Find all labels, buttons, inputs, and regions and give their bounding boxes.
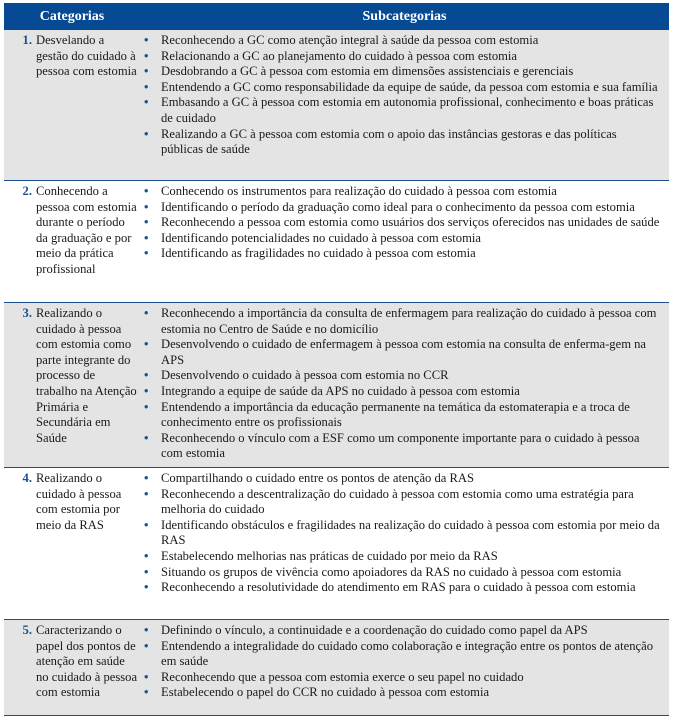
bullet-icon: • <box>144 95 149 110</box>
subcategory-item: • Entendendo a importância da educação permanente na temática da estomaterapia e a troca de conhecimento entre os profissionais <box>144 399 630 430</box>
bullet-icon: • <box>144 564 149 579</box>
bullet-icon: • <box>144 383 149 398</box>
table-row <box>4 30 669 181</box>
category-cell <box>4 620 140 715</box>
subcategory-item: • Reconhecendo que a pessoa com estomia exerce o seu papel no cuidado <box>144 669 524 684</box>
subcategory-item: • Integrando a equipe de saúde da APS no cuidado à pessoa com estomia <box>144 383 520 398</box>
category-number: 3. <box>22 306 32 320</box>
bullet-icon: • <box>144 548 149 563</box>
subcategory-item: • Desenvolvendo o cuidado de enfermagem à pessoa com estomia na consulta de enferma-gem na APS <box>144 337 647 367</box>
bullet-icon: • <box>144 246 149 261</box>
category-number: 5. <box>22 623 32 637</box>
subcategory-item: • Definindo o vínculo, a continuidade e a coordenação do cuidado como papel da APS <box>144 623 588 637</box>
bullet-icon: • <box>144 337 149 352</box>
subcategory-item: • Reconhecendo a resolutividade do atendimento em RAS para o cuidado à pessoa com estomia <box>144 580 636 595</box>
bullet-icon: • <box>144 669 149 684</box>
category-label: Realizando o cuidado à pessoa com estomia como parte integrante do processo de trabalho na Atenção Primária e Secundária em Saúde <box>36 306 137 445</box>
subcategory-item: • Identificando potencialidades no cuidado à pessoa com estomia <box>144 230 481 245</box>
subcategory-item: • Reconhecendo a GC como atenção integral à saúde da pessoa com estomia <box>144 33 539 47</box>
category-label: Realizando o cuidado à pessoa com estomia por meio da RAS <box>36 471 122 532</box>
subcategory-item: • Identificando as fragilidades no cuidado à pessoa com estomia <box>144 246 476 261</box>
subcategory-item: • Desdobrando a GC à pessoa com estomia em dimensões assistenciais e gerenciais <box>144 64 574 79</box>
bullet-icon: • <box>144 184 149 198</box>
category-number: 4. <box>22 471 32 485</box>
bullet-icon: • <box>144 517 149 532</box>
subcategory-item: • Reconhecendo o vínculo com a ESF como um componente importante para o cuidado à pessoa com estomia <box>144 430 640 461</box>
subcategory-item: • Relacionando a GC ao planejamento do cuidado à pessoa com estomia <box>144 48 518 63</box>
subcategory-item: • Embasando a GC à pessoa com estomia em autonomia profissional, conhecimento e boas práticas de cuidado <box>144 95 654 125</box>
bullet-icon: • <box>144 399 149 414</box>
subcategory-list <box>140 303 669 467</box>
subcategory-item: • Desenvolvendo o cuidado à pessoa com estomia no CCR <box>144 368 449 383</box>
subcategory-item: • Reconhecendo a pessoa com estomia como usuários dos serviços oferecidos nas unidades de saúde <box>144 215 660 230</box>
category-cell <box>4 181 140 302</box>
header-categorias: Categorias <box>39 8 105 24</box>
subcategory-item: • Entendendo a integralidade do cuidado como colaboração e integração entre os pontos de atenção em saúde <box>144 638 653 669</box>
bullet-icon: • <box>144 471 149 485</box>
subcategory-item: • Identificando o período da graduação como ideal para o conhecimento da pessoa com estomia <box>144 199 635 214</box>
category-label: Caracterizando o papel dos pontos de atenção em saúde no cuidado à pessoa com estomia <box>36 623 138 700</box>
bullet-icon: • <box>144 486 149 501</box>
table-row <box>4 303 669 468</box>
subcategory-item: • Realizando a GC à pessoa com estomia com o apoio das instâncias gestoras e das políticas públicas de saúde <box>144 126 617 157</box>
subcategory-item: • Estabelecendo o papel do CCR no cuidado à pessoa com estomia <box>144 685 490 700</box>
subcategory-item: • Situando os grupos de vivência como apoiadores da RAS no cuidado à pessoa com estomia <box>144 564 622 579</box>
bullet-icon: • <box>144 79 149 94</box>
bullet-icon: • <box>144 430 149 445</box>
category-number: 2. <box>22 184 32 198</box>
header-subcategorias: Subcategorias <box>362 8 447 24</box>
category-cell <box>4 468 140 619</box>
category-number: 1. <box>22 33 32 47</box>
bullet-icon: • <box>144 48 149 63</box>
subcategory-list <box>140 181 669 302</box>
bullet-icon: • <box>144 126 149 141</box>
subcategory-item: • Entendendo a GC como responsabilidade da equipe de saúde, da pessoa com estomia e sua família <box>144 79 658 94</box>
subcategory-item: • Reconhecendo a importância da consulta de enfermagem para realização do cuidado à pessoa com estomia no Centro de Saúde e no domicílio <box>144 306 657 336</box>
category-label: Desvelando a gestão do cuidado à pessoa com estomia <box>36 33 137 79</box>
bullet-icon: • <box>144 368 149 383</box>
category-cell <box>4 30 140 180</box>
bullet-icon: • <box>144 685 149 700</box>
bullet-icon: • <box>144 33 149 47</box>
bullet-icon: • <box>144 306 149 320</box>
subcategory-item: • Conhecendo os instrumentos para realização do cuidado à pessoa com estomia <box>144 184 557 198</box>
subcategory-item: • Identificando obstáculos e fragilidades na realização do cuidado à pessoa com estomia por meio da RAS <box>144 517 660 548</box>
subcategory-item: • Compartilhando o cuidado entre os pontos de atenção da RAS <box>144 471 475 485</box>
subcategory-list <box>140 30 669 180</box>
table-header <box>4 3 669 30</box>
subcategory-item: • Estabelecendo melhorias nas práticas de cuidado por meio da RAS <box>144 548 498 563</box>
subcategory-list <box>140 468 669 619</box>
bullet-icon: • <box>144 199 149 214</box>
table-row <box>4 468 669 620</box>
bullet-icon: • <box>144 230 149 245</box>
bullet-icon: • <box>144 638 149 653</box>
bullet-icon: • <box>144 623 149 637</box>
category-label: Conhecendo a pessoa com estomia durante o período da graduação e por meio da prática profissional <box>36 184 137 276</box>
bullet-icon: • <box>144 580 149 595</box>
table-row <box>4 620 669 716</box>
bullet-icon: • <box>144 215 149 230</box>
category-cell <box>4 303 140 467</box>
subcategory-item: • Reconhecendo a descentralização do cuidado à pessoa com estomia como uma estratégia para melhoria do cuidado <box>144 486 634 517</box>
categories-table <box>4 3 669 716</box>
table-row <box>4 181 669 303</box>
bullet-icon: • <box>144 64 149 79</box>
subcategory-list <box>140 620 669 715</box>
